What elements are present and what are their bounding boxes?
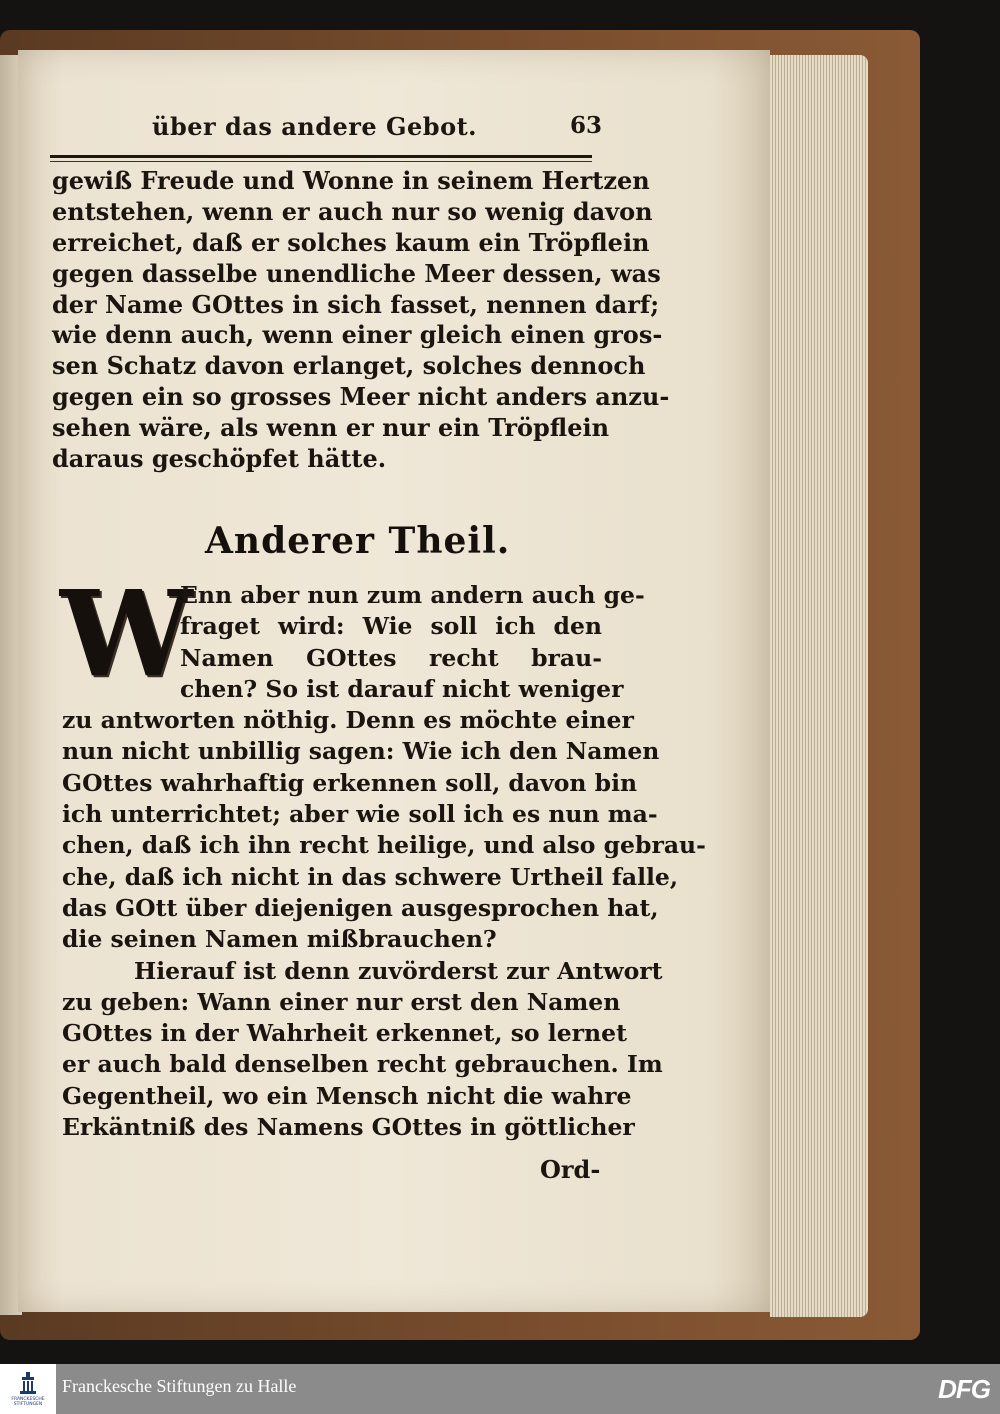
paragraph-1 [52, 166, 670, 475]
text-line: gegen dasselbe unendliche Meer dessen, was [52, 258, 661, 288]
institution-name[interactable]: Franckesche Stiftungen zu Halle [62, 1376, 297, 1396]
text-line: Gegentheil, wo ein Mensch nicht die wahre [62, 1081, 632, 1110]
text-line: chen? So ist darauf nicht weniger [180, 674, 624, 703]
logo-text-1: FRANCKESCHE [11, 1397, 45, 1402]
text-line: nun nicht unbillig sagen: Wie ich den Namen [62, 737, 660, 766]
text-line: zu antworten nöthig. Denn es möchte einer [62, 706, 634, 735]
text-line: er auch bald denselben recht gebrauchen. Im [62, 1050, 663, 1079]
text-line: sehen wäre, als wenn er nur ein Tröpflein [52, 413, 610, 443]
text-line: wie denn auch, wenn einer gleich einen gros- [52, 320, 663, 350]
header-rule [50, 155, 592, 158]
page-number: 63 [569, 112, 602, 139]
logo-text-2: STIFTUNGEN [13, 1402, 43, 1407]
catchword: Ord- [540, 1155, 601, 1184]
dfg-logo[interactable]: DFG [938, 1374, 990, 1404]
viewer-footer [0, 1364, 1000, 1414]
text-line: Namen GOttes recht brau- [180, 643, 602, 672]
text-line: gegen ein so grosses Meer nicht anders anzu- [52, 382, 670, 412]
logo-caption [2, 1397, 54, 1407]
decorated-initial: W [60, 564, 193, 703]
text-line: die seinen Namen mißbrauchen? [62, 925, 497, 954]
text-line: Hierauf ist denn zuvörderst zur Antwort [134, 956, 663, 985]
text-line: sen Schatz davon erlanget, solches dennoch [52, 351, 646, 381]
text-line: gewiß Freude und Wonne in seinem Hertzen [52, 166, 650, 195]
text-line: zu geben: Wann einer nur erst den Namen [62, 987, 621, 1016]
text-line: daraus geschöpfet hätte. [52, 444, 387, 474]
running-head [152, 112, 602, 148]
page-stack-edge [770, 55, 868, 1317]
paragraph-2 [60, 564, 706, 1143]
text-line: das GOtt über diejenigen ausgesprochen hat, [62, 893, 659, 922]
text-line: erreichet, daß er solches kaum ein Tröpflein [52, 227, 650, 257]
text-line: che, daß ich nicht in das schwere Urtheil falle, [62, 862, 679, 891]
text-line: GOttes in der Wahrheit erkennet, so lernet [62, 1019, 627, 1048]
text-line: der Name GOttes in sich fasset, nennen darf; [52, 289, 660, 319]
text-line: Enn aber nun zum andern auch ge- [180, 581, 645, 609]
text-line: Erkäntniß des Namens GOttes in göttlicher [62, 1113, 635, 1142]
section-heading: Anderer Theil. [205, 520, 511, 562]
building-icon [19, 1372, 37, 1394]
text-line: fraget wird: Wie soll ich den [180, 612, 602, 641]
text-line: ich unterrichtet; aber wie soll ich es nun ma- [62, 800, 658, 829]
running-head-title: über das andere Gebot. [152, 112, 478, 141]
text-line: entstehen, wenn er auch nur so wenig davon [52, 196, 653, 226]
institution-logo[interactable] [0, 1364, 56, 1414]
text-line: GOttes wahrhaftig erkennen soll, davon bin [62, 768, 638, 797]
text-line: chen, daß ich ihn recht heilige, und also gebrau- [62, 831, 706, 860]
